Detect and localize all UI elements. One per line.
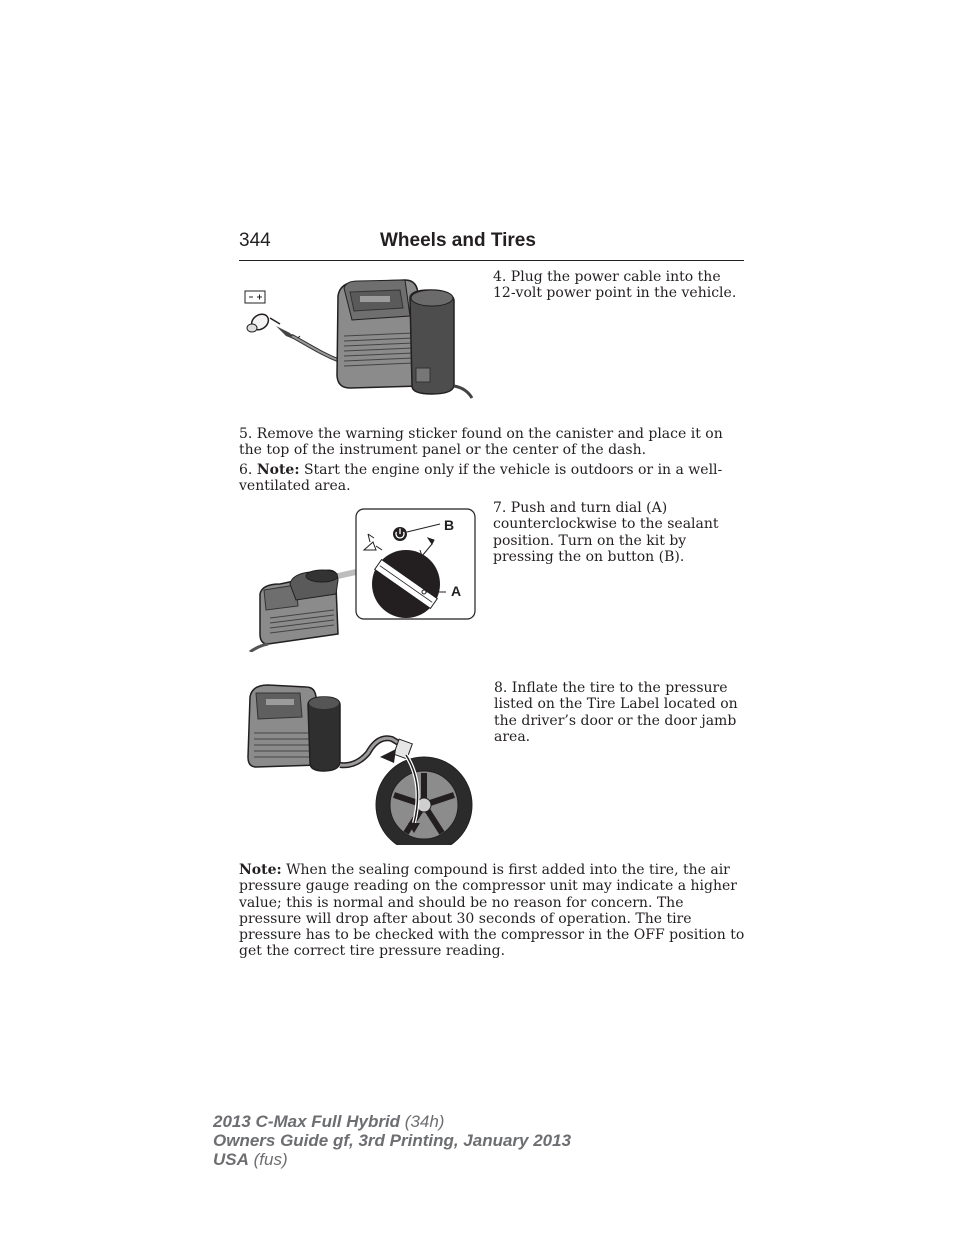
footer-line-3 bbox=[213, 1150, 733, 1169]
compressor-icon bbox=[337, 280, 472, 398]
label-b: B bbox=[444, 517, 455, 533]
page-header bbox=[239, 228, 744, 261]
tire-icon bbox=[376, 757, 472, 845]
note-label: Note: bbox=[239, 862, 282, 878]
figure-power-cable bbox=[240, 276, 476, 400]
footer-line-2 bbox=[213, 1131, 733, 1150]
power-plug-icon bbox=[247, 311, 340, 361]
step-4-text: 4. Plug the power cable into the 12-volt power point in the vehicle. bbox=[493, 269, 737, 302]
step-7-text: 7. Push and turn dial (A) counterclockwise to the sealant position. Turn on the kit by pressing the on button (B). bbox=[493, 500, 719, 565]
step-6-text bbox=[239, 462, 745, 495]
dial-callout-box bbox=[356, 509, 475, 619]
footer-model: 2013 C-Max Full Hybrid bbox=[213, 1112, 401, 1131]
hose-icon bbox=[340, 738, 412, 765]
footer-market-code: (fus) bbox=[248, 1150, 288, 1169]
step-6-prefix: 6. bbox=[239, 462, 257, 478]
dial-illustration bbox=[246, 506, 478, 652]
label-a: A bbox=[451, 583, 462, 599]
footer-line-1 bbox=[213, 1112, 733, 1131]
step-6-note-label: Note: bbox=[256, 462, 300, 478]
compressor-plug-illustration bbox=[240, 276, 476, 400]
sealing-compound-note bbox=[239, 862, 745, 960]
page-number: 344 bbox=[239, 230, 271, 251]
compressor-icon bbox=[250, 570, 356, 652]
figure-inflate-tire bbox=[246, 683, 476, 845]
chapter-title: Wheels and Tires bbox=[380, 230, 536, 251]
compressor-icon bbox=[248, 685, 340, 771]
footer-guide-info: Owners Guide gf, 3rd Printing, January 2013 bbox=[213, 1131, 572, 1150]
page-footer bbox=[213, 1112, 733, 1169]
footer-market: USA bbox=[213, 1150, 249, 1169]
step-5-text: 5. Remove the warning sticker found on the canister and place it on the top of the instrument panel or the center of the dash. bbox=[239, 426, 723, 459]
figure-dial bbox=[246, 506, 478, 652]
footer-model-code: (34h) bbox=[400, 1112, 445, 1131]
step-6-note-text: Start the engine only if the vehicle is outdoors or in a well-ventilated area. bbox=[239, 462, 723, 495]
battery-icon bbox=[245, 291, 265, 303]
inflate-illustration bbox=[246, 683, 476, 845]
step-8-text: 8. Inflate the tire to the pressure listed on the Tire Label located on the driver’s door or the door jamb area. bbox=[494, 680, 738, 745]
note-text: When the sealing compound is first added into the tire, the air pressure gauge reading on the compressor unit may indicate a higher value; this is normal and should be no reason for concern. The pressure will drop after about 30 seconds of operation. The tire pressure has to be checked with the compressor in the OFF position to get the correct tire pressure reading. bbox=[239, 862, 745, 960]
